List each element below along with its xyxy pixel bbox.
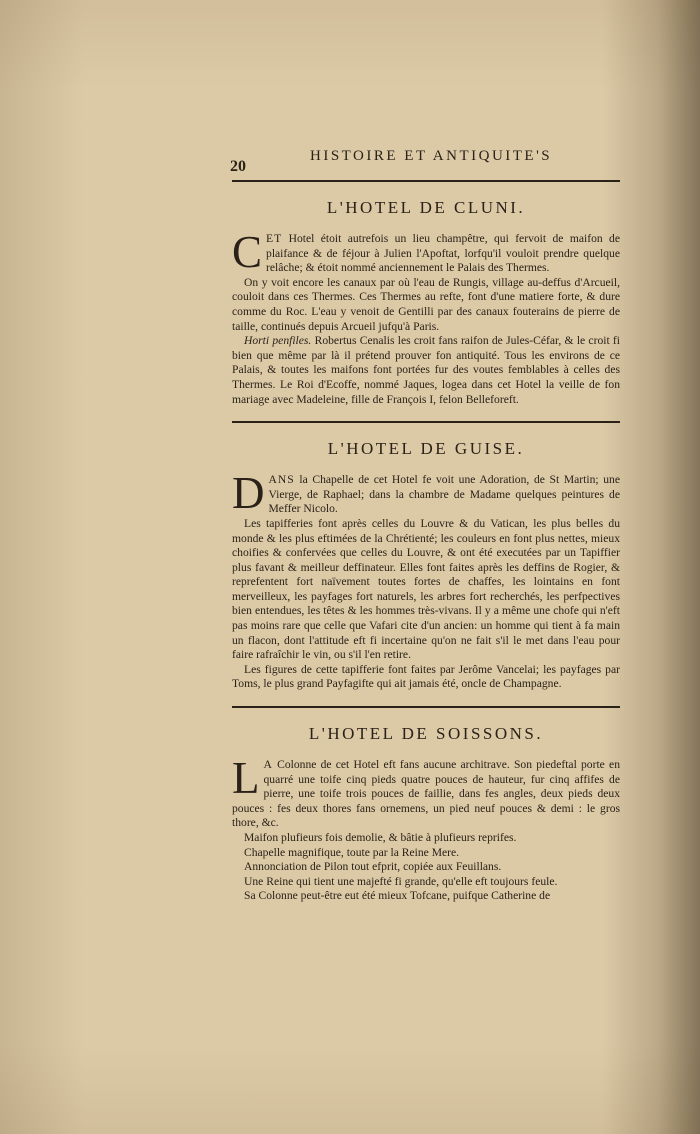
section-rule (232, 706, 620, 708)
lead-word: ET (266, 232, 283, 245)
paragraph: On y voit encore les canaux par où l'eau de Rungis, village au-deffus d'Arcueil, couloit dans ces Thermes. Ces Thermes au refte, font d'une matiere forte, & dure comme du Roc. L'eau y venoit de Gentilli par des canaux fouterains de pierre de taille, continués depuis Arcueil jufqu'à Paris. (232, 275, 620, 333)
page-number: 20 (230, 158, 246, 175)
drop-cap: D (232, 468, 265, 519)
section-title: L'HOTEL DE CLUNI. (326, 198, 526, 217)
section-cluni (232, 198, 620, 407)
running-title: HISTOIRE ET ANTIQUITE'S (310, 148, 553, 164)
page-content (232, 148, 620, 904)
paragraph (232, 227, 620, 277)
list-line: Annonciation de Pilon tout efprit, copiée aux Feuillans. (244, 860, 502, 874)
section-guise (232, 439, 620, 692)
section-body (232, 468, 620, 692)
paragraph: Les figures de cette tapifferie font faites par Jerôme Vancelai; les payfages par Toms, le plus grand Payfagifte qui ait jamais été, oncle de Champagne. (232, 662, 620, 691)
list-line: Sa Colonne peut-être eut été mieux Tofcane, puifque Catherine de (244, 889, 551, 903)
section-body (232, 753, 620, 904)
section-rule (232, 421, 620, 423)
paragraph-text: Colonne de cet Hotel eft fans aucune architrave. Son piedeftal porte en quarré une toife cinq pieds quatre pouces de hauteur, fur cinq affifes de pierre, une toife trois pouces de faillie, dans fes angles, deux pieds deux pouces : fes deux thores fans ornemens, un pied neuf pouces & demi : le gros thore, &c. (232, 758, 620, 830)
list-line: Chapelle magnifique, toute par la Reine Mere. (244, 845, 460, 859)
list-line: Maifon plufieurs fois demolie, & bâtie à plufieurs reprifes. (244, 831, 517, 844)
paragraph (232, 753, 620, 831)
section-body (232, 227, 621, 407)
section-title: L'HOTEL DE GUISE. (327, 439, 525, 459)
drop-cap: C (232, 227, 263, 277)
lead-word: ANS (268, 473, 295, 487)
lead-word: A (263, 758, 273, 772)
list-line: Une Reine qui tient une majefté fi grande, qu'elle eft toujours feule. (244, 874, 558, 888)
margin-note: Horti penfiles. (244, 334, 312, 348)
page-header (230, 148, 620, 175)
paragraph: Les tapifferies font après celles du Louvre & du Vatican, les plus belles du monde & les plus eftimées de la Chrétienté; les couleurs en font plus nettes, mieux choifies & confervées que celles du Louvre, & ont été executées par un Tapiffier plus favant & meilleur deffinateur. Elles font faites après les deffins de Rogier, & reprefentent fort naïvement toutes fortes de chaffes, les lointains en font merveilleux, les payfages fort naturels, les arbres fort recherchés, les perfpectives bien entendues, les têtes & les hommes très-vivans. Il y a même une chofe qui n'eft pas moins rare que celle que Vafari cite d'un ancien: un homme qui tient à fa main un flacon, dont l'attitude eft fi incertaine qu'on ne fait s'il le met dans l'eau pour faire rafraîchir le vin, ou s'il l'en retire. (232, 516, 620, 662)
drop-cap: L (232, 753, 260, 804)
section-soissons (232, 724, 620, 904)
paragraph (232, 334, 620, 407)
paragraph (232, 468, 620, 519)
paragraph-text: Hotel étoit autrefois un lieu champêtre, qui fervoit de maifon de plaifance & de féjour à Julien l'Apoftat, lorfqu'il vouloit prendre quelque relâche; & étoit nommé anciennement le Palais des Thermes. (266, 232, 620, 275)
paragraph-text: Robertus Cenalis les croit fans raifon de Jules-Céfar, & le croit fi bien que même par là il prétend prouver fon antiquité. Tous les environs de ce Palais, & toutes les maifons font portées fur des voutes femblables à celles des Thermes. Le Roi d'Ecoffe, nommé Jaques, logea dans cet Hotel la veille de fon mariage avec Madeleine, fille de François I, felon Belleforeft. (232, 334, 621, 406)
paragraph-text: la Chapelle de cet Hotel fe voit une Adoration, de St Martin; une Vierge, de Raphael; dans la chambre de Madame quelques peintures de Meffer Nicolo. (268, 473, 620, 516)
section-title: L'HOTEL DE SOISSONS. (308, 724, 544, 744)
header-rule (232, 180, 620, 182)
